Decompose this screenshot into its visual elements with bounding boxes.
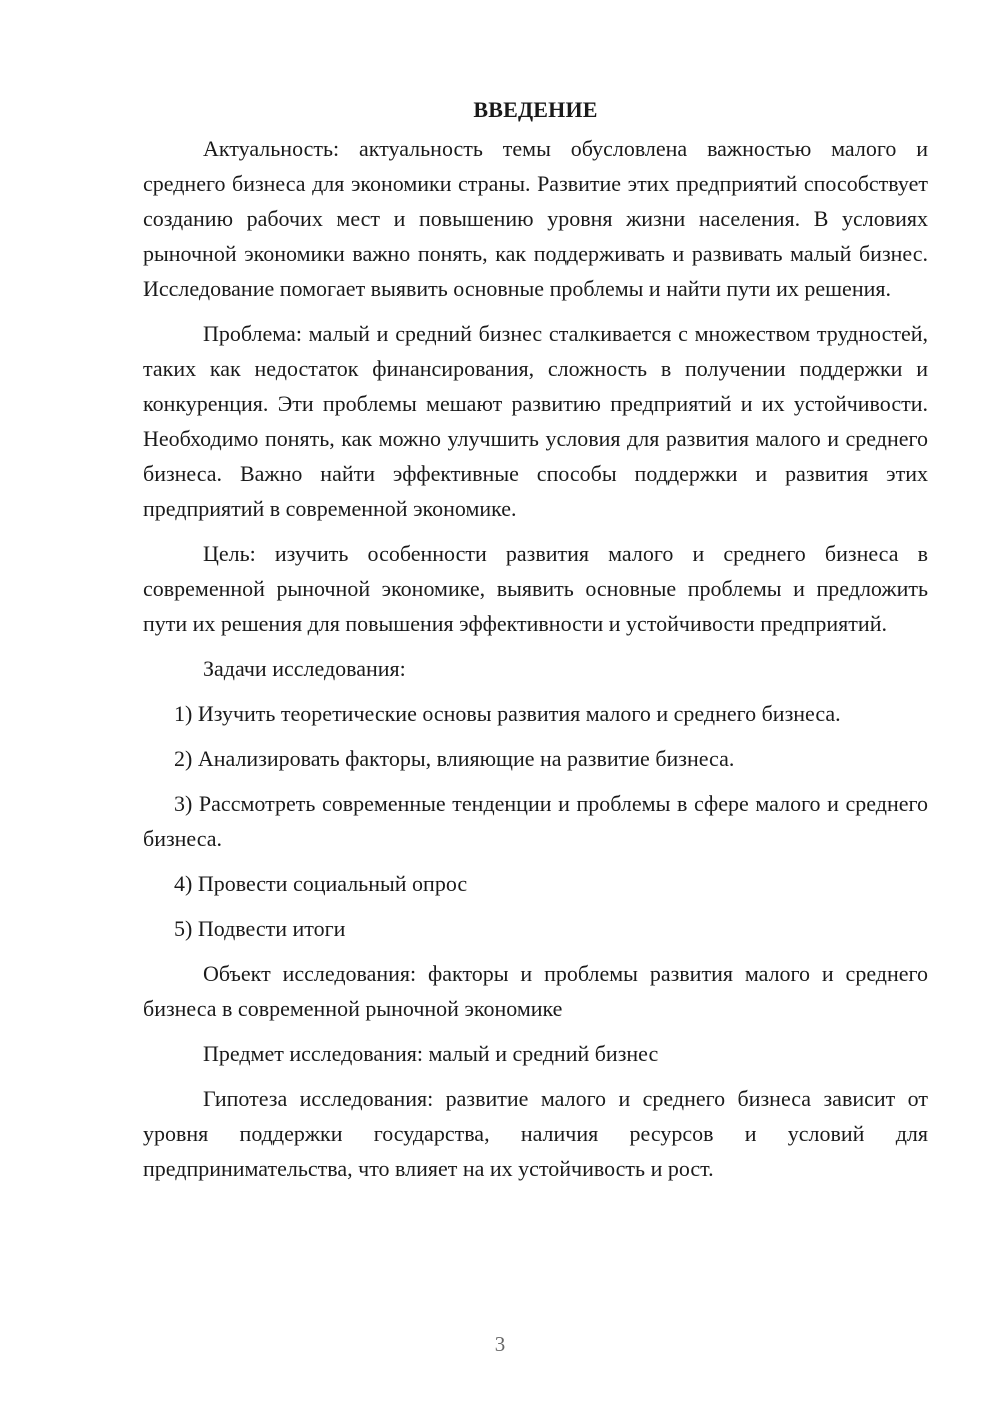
list-item: 4) Провести социальный опрос bbox=[174, 871, 468, 896]
document-page bbox=[143, 92, 928, 1196]
paragraph-goal: Цель: изучить особенности развития малого и среднего бизнеса в современной рыночной экономике, выявить основные проблемы и предложить пути их решения для повышения эффективности и устойчивости предприятий. bbox=[143, 541, 928, 636]
list-item: 1) Изучить теоретические основы развития малого и среднего бизнеса. bbox=[174, 701, 841, 726]
paragraph-tasks-heading: Задачи исследования: bbox=[203, 656, 406, 681]
page-title: ВВЕДЕНИЕ bbox=[473, 97, 598, 122]
list-item: 2) Анализировать факторы, влияющие на развитие бизнеса. bbox=[174, 746, 735, 771]
paragraph-subject: Предмет исследования: малый и средний бизнес bbox=[203, 1041, 659, 1066]
list-item: 3) Рассмотреть современные тенденции и проблемы в сфере малого и среднего бизнеса. bbox=[143, 791, 928, 851]
paragraph-problem: Проблема: малый и средний бизнес сталкивается с множеством трудностей, таких как недостаток финансирования, сложность в получении поддержки и конкуренция. Эти проблемы мешают развитию предприятий и их устойчивости. Необходимо понять, как можно улучшить условия для развития малого и среднего бизнеса. Важно найти эффективные способы поддержки и развития этих предприятий в современной экономике. bbox=[143, 321, 928, 521]
paragraph-object: Объект исследования: факторы и проблемы развития малого и среднего бизнеса в современной рыночной экономике bbox=[143, 961, 928, 1021]
paragraph-hypothesis: Гипотеза исследования: развитие малого и среднего бизнеса зависит от уровня поддержки государства, наличия ресурсов и условий для предпринимательства, что влияет на их устойчивость и рост. bbox=[143, 1086, 928, 1181]
paragraph-relevance: Актуальность: актуальность темы обусловлена важностью малого и среднего бизнеса для экономики страны. Развитие этих предприятий способствует созданию рабочих мест и повышению уровня жизни населения. В условиях рыночной экономики важно понять, как поддерживать и развивать малый бизнес. Исследование помогает выявить основные проблемы и найти пути их решения. bbox=[143, 136, 928, 301]
page-number: 3 bbox=[494, 1332, 506, 1356]
list-item: 5) Подвести итоги bbox=[174, 916, 346, 941]
